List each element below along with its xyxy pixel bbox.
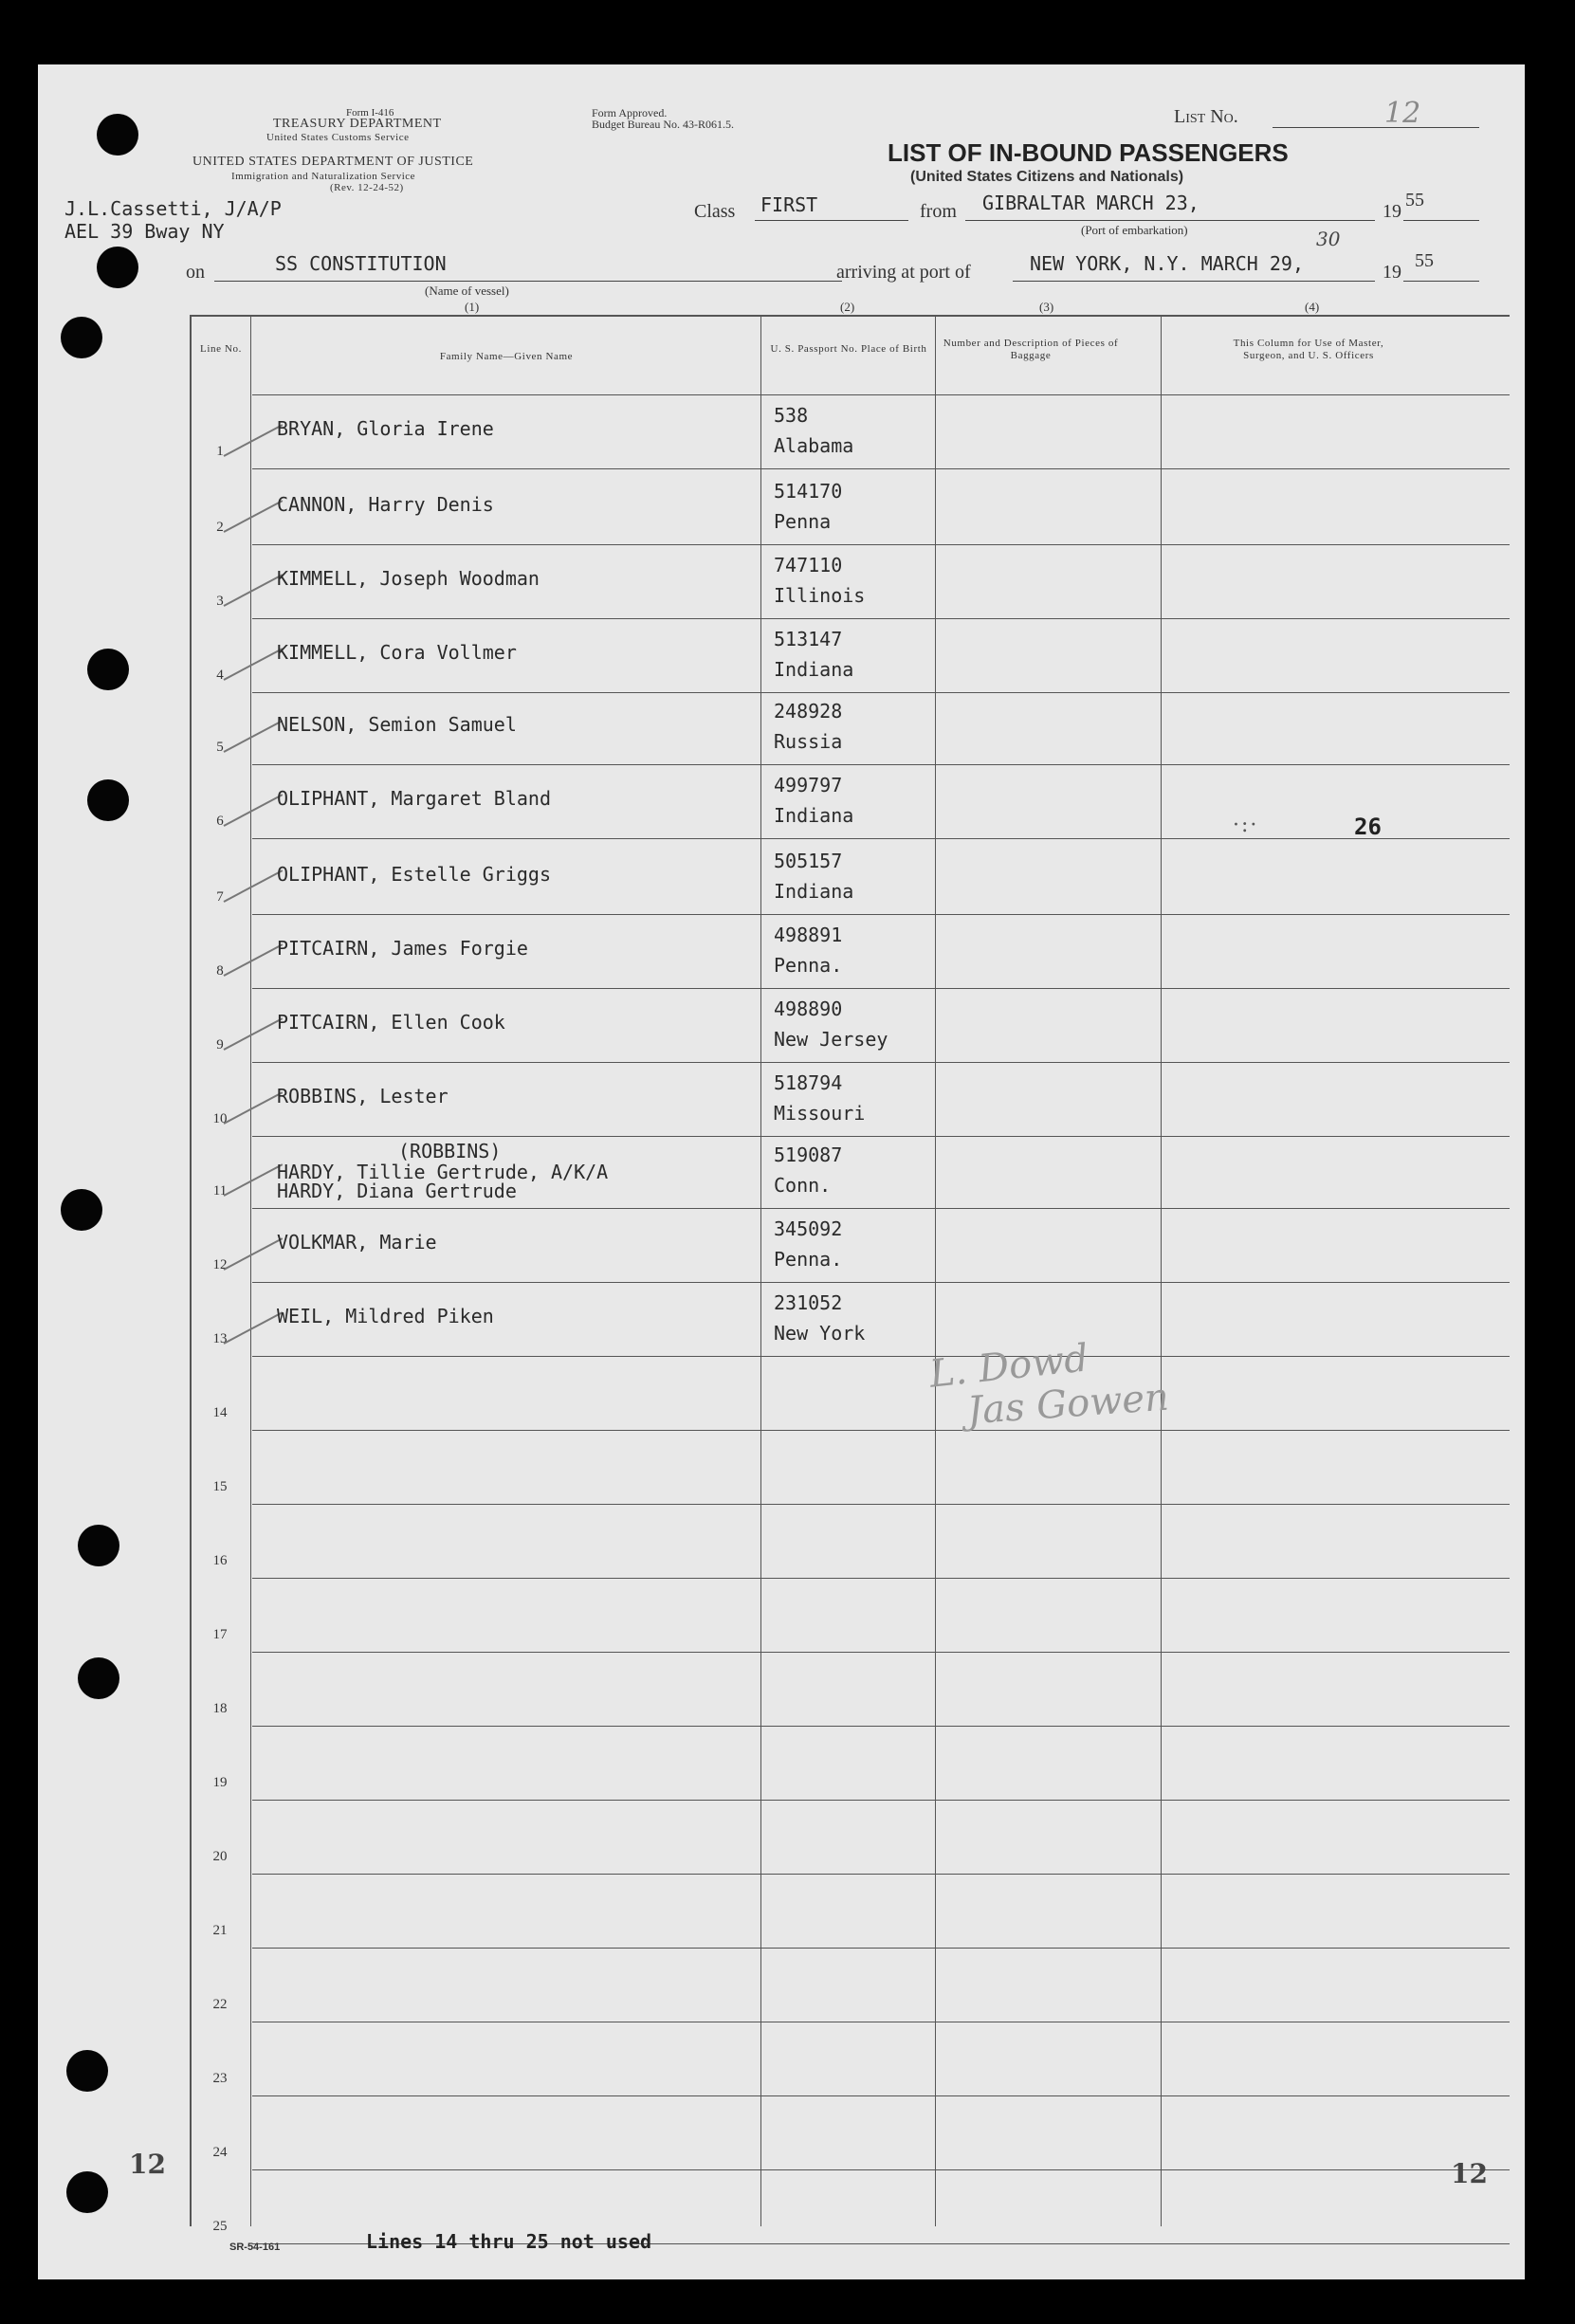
place-of-birth: Penna. <box>774 1248 843 1271</box>
place-of-birth: Indiana <box>774 880 854 903</box>
passenger-name: WEIL, Mildred Piken <box>277 1305 494 1327</box>
vessel-name: SS CONSTITUTION <box>275 252 447 275</box>
line-number: 12 <box>212 1257 228 1272</box>
binder-hole <box>97 114 138 156</box>
place-of-birth: Alabama <box>774 434 854 457</box>
passport-number: 231052 <box>774 1291 843 1314</box>
passenger-name: HARDY, Tillie Gertrude, A/K/A <box>277 1161 609 1183</box>
passport-number: 345092 <box>774 1217 843 1240</box>
line-number: 8 <box>216 963 224 979</box>
line-number: 20 <box>212 1849 228 1864</box>
check-mark <box>224 574 284 607</box>
class-value: FIRST <box>760 193 818 216</box>
form-code: SR-54-161 <box>229 2242 281 2253</box>
passport-number: 514170 <box>774 480 843 503</box>
col-header-line-no: Line No. <box>200 343 242 355</box>
place-of-birth: New York <box>774 1322 866 1345</box>
from-underline <box>965 220 1375 221</box>
passport-number: 747110 <box>774 554 843 576</box>
passenger-name: VOLKMAR, Marie <box>277 1231 437 1253</box>
col-divider-2 <box>760 315 761 2226</box>
header-bottom-border <box>252 394 1510 395</box>
line-number: 6 <box>216 814 224 829</box>
col-num-1: (1) <box>465 300 480 314</box>
passenger-name: KIMMELL, Cora Vollmer <box>277 641 517 664</box>
signature-line2: Jas Gowen <box>965 1375 1171 1434</box>
col-divider-4 <box>1161 315 1162 2226</box>
check-mark <box>224 1237 284 1271</box>
row-divider <box>252 1726 1510 1727</box>
line-number: 16 <box>212 1553 228 1568</box>
row-divider <box>252 764 1510 765</box>
check-mark <box>224 720 284 753</box>
passport-number: 505157 <box>774 850 843 872</box>
line-number: 15 <box>212 1479 228 1494</box>
agent-stamp-line1: J.L.Cassetti, J/A/P <box>64 197 282 220</box>
binder-hole <box>97 247 138 288</box>
passport-number: 538 <box>774 404 809 427</box>
arriving-year-prefix: 19 <box>1383 262 1401 283</box>
line-number: 5 <box>216 740 224 755</box>
row-divider <box>252 468 1510 469</box>
form-number: Form I-416 <box>346 107 394 119</box>
passenger-name: OLIPHANT, Estelle Griggs <box>277 863 551 886</box>
check-mark <box>224 500 284 533</box>
passport-number: 518794 <box>774 1071 843 1094</box>
row-divider <box>252 1948 1510 1949</box>
col-num-3: (3) <box>1039 300 1054 314</box>
customs-service: United States Customs Service <box>266 132 410 143</box>
on-label: on <box>186 262 205 283</box>
row-divider <box>252 1652 1510 1653</box>
page-title: LIST OF IN-BOUND PASSENGERS <box>888 138 1289 167</box>
row-divider <box>252 1282 1510 1283</box>
passenger-name: ROBBINS, Lester <box>277 1085 449 1107</box>
line-number: 19 <box>212 1775 228 1790</box>
binder-hole <box>61 1189 102 1231</box>
col-divider-1 <box>250 315 251 2226</box>
officer-smudge: ·:· <box>1233 814 1259 837</box>
passenger-name: KIMMELL, Joseph Woodman <box>277 567 540 590</box>
unused-lines-note: Lines 14 thru 25 not used <box>366 2230 652 2253</box>
row-divider <box>252 692 1510 693</box>
passenger-name: PITCAIRN, Ellen Cook <box>277 1011 505 1034</box>
row-divider <box>252 1504 1510 1505</box>
col-divider-3 <box>935 315 936 2226</box>
binder-hole <box>87 779 129 821</box>
vessel-underline <box>214 281 842 282</box>
arriving-underline <box>1013 281 1375 282</box>
row-divider <box>252 618 1510 619</box>
class-underline <box>755 220 908 221</box>
row-divider <box>252 1430 1510 1431</box>
from-year-prefix: 19 <box>1383 201 1401 222</box>
page-number-left: 12 <box>129 2149 166 2180</box>
place-of-birth: Russia <box>774 730 843 753</box>
row-divider <box>252 914 1510 915</box>
place-of-birth: Indiana <box>774 804 854 827</box>
binder-hole <box>61 317 102 358</box>
passenger-name: BRYAN, Gloria Irene <box>277 417 494 440</box>
passenger-name-alias: (ROBBINS) <box>398 1140 502 1162</box>
check-mark <box>224 1091 284 1125</box>
form-approved: Form Approved. <box>592 106 668 119</box>
row-divider <box>252 1208 1510 1209</box>
passenger-name: OLIPHANT, Margaret Bland <box>277 787 551 810</box>
line-number: 14 <box>212 1405 228 1420</box>
list-no-value: 12 <box>1384 97 1421 130</box>
from-value: GIBRALTAR MARCH 23, <box>982 192 1200 214</box>
binder-hole <box>87 649 129 690</box>
line-number: 25 <box>212 2219 228 2234</box>
passenger-name: CANNON, Harry Denis <box>277 493 494 516</box>
row-divider <box>252 1874 1510 1875</box>
row-divider <box>252 1578 1510 1579</box>
arriving-label: arriving at port of <box>836 262 971 283</box>
col-header-passport: U. S. Passport No. Place of Birth <box>770 343 927 355</box>
line-number: 9 <box>216 1037 224 1052</box>
arriving-year-suffix: 55 <box>1415 250 1434 271</box>
binder-hole <box>78 1657 119 1699</box>
line-number: 22 <box>212 1997 228 2012</box>
port-caption: (Port of embarkation) <box>1081 223 1188 237</box>
place-of-birth: Missouri <box>774 1102 866 1125</box>
check-mark <box>224 648 284 681</box>
passport-number: 499797 <box>774 774 843 796</box>
check-mark <box>224 794 284 827</box>
passport-number: 498890 <box>774 997 843 1020</box>
agent-stamp-line2: AEL 39 Bway NY <box>64 220 225 243</box>
line-number: 1 <box>216 444 224 459</box>
row-divider <box>252 1062 1510 1063</box>
col-header-baggage: Number and Description of Pieces of Baggage <box>943 338 1119 361</box>
row-divider <box>252 838 1510 839</box>
row-divider <box>252 2169 1510 2170</box>
passport-number: 519087 <box>774 1144 843 1166</box>
row-divider <box>252 544 1510 545</box>
budget-bureau: Budget Bureau No. 43-R061.5. <box>592 118 734 131</box>
place-of-birth: Illinois <box>774 584 866 607</box>
passenger-name: NELSON, Semion Samuel <box>277 713 517 736</box>
list-no-label: List No. <box>1174 106 1238 127</box>
passenger-name: PITCAIRN, James Forgie <box>277 937 528 960</box>
place-of-birth: Penna <box>774 510 832 533</box>
arriving-value: NEW YORK, N.Y. MARCH 29, <box>1030 252 1304 275</box>
check-mark <box>224 424 284 457</box>
check-mark <box>224 943 284 977</box>
passport-number: 513147 <box>774 628 843 650</box>
passport-number: 248928 <box>774 700 843 723</box>
line-number: 4 <box>216 668 224 683</box>
table-top-border <box>190 315 1510 317</box>
line-number: 21 <box>212 1923 228 1938</box>
check-mark <box>224 1163 284 1197</box>
vessel-caption: (Name of vessel) <box>425 284 509 298</box>
line-number: 13 <box>212 1331 228 1346</box>
line-number: 11 <box>212 1183 228 1199</box>
col-num-4: (4) <box>1305 300 1320 314</box>
table-left-border <box>190 315 192 2226</box>
place-of-birth: Penna. <box>774 954 843 977</box>
revision-label: (Rev. 12-24-52) <box>330 182 404 193</box>
ins-label: Immigration and Naturalization Service <box>231 171 416 182</box>
binder-hole <box>66 2171 108 2213</box>
line-number: 10 <box>212 1111 228 1126</box>
place-of-birth: Conn. <box>774 1174 832 1197</box>
check-mark <box>224 1017 284 1051</box>
treasury-dept: TREASURY DEPARTMENT <box>273 117 442 131</box>
page-number-right: 12 <box>1451 2158 1488 2189</box>
passenger-name-alt: HARDY, Diana Gertrude <box>277 1180 517 1202</box>
row-divider <box>252 2095 1510 2096</box>
col-header-name: Family Name—Given Name <box>439 351 574 362</box>
place-of-birth: Indiana <box>774 658 854 681</box>
form-sheet <box>38 64 1525 2279</box>
from-year-suffix: 55 <box>1405 190 1424 210</box>
from-year-underline <box>1403 220 1479 221</box>
justice-dept: UNITED STATES DEPARTMENT OF JUSTICE <box>192 155 474 169</box>
binder-hole <box>66 2050 108 2092</box>
class-label: Class <box>694 201 736 222</box>
row-divider <box>252 1356 1510 1357</box>
line-number: 24 <box>212 2145 228 2160</box>
row-divider <box>252 1136 1510 1137</box>
line-number: 7 <box>216 889 224 905</box>
signature-line1: L. Dowd <box>927 1336 1090 1397</box>
check-mark <box>224 1311 284 1345</box>
col-header-officers: This Column for Use of Master, Surgeon, and U. S. Officers <box>1233 338 1384 361</box>
row-divider <box>252 1800 1510 1801</box>
check-mark <box>224 869 284 903</box>
row-divider <box>252 988 1510 989</box>
line-number: 18 <box>212 1701 228 1716</box>
list-no-underline <box>1273 127 1479 128</box>
line-number: 23 <box>212 2071 228 2086</box>
col-num-2: (2) <box>840 300 855 314</box>
officer-mark: 26 <box>1354 814 1382 840</box>
arriving-year-underline <box>1403 281 1479 282</box>
from-label: from <box>920 201 957 222</box>
line-number: 2 <box>216 520 224 535</box>
arriving-correction: 30 <box>1316 228 1341 250</box>
line-number: 3 <box>216 594 224 609</box>
passport-number: 498891 <box>774 924 843 946</box>
page-subtitle: (United States Citizens and Nationals) <box>910 169 1184 185</box>
place-of-birth: New Jersey <box>774 1028 888 1051</box>
line-number: 17 <box>212 1627 228 1642</box>
binder-hole <box>78 1525 119 1566</box>
